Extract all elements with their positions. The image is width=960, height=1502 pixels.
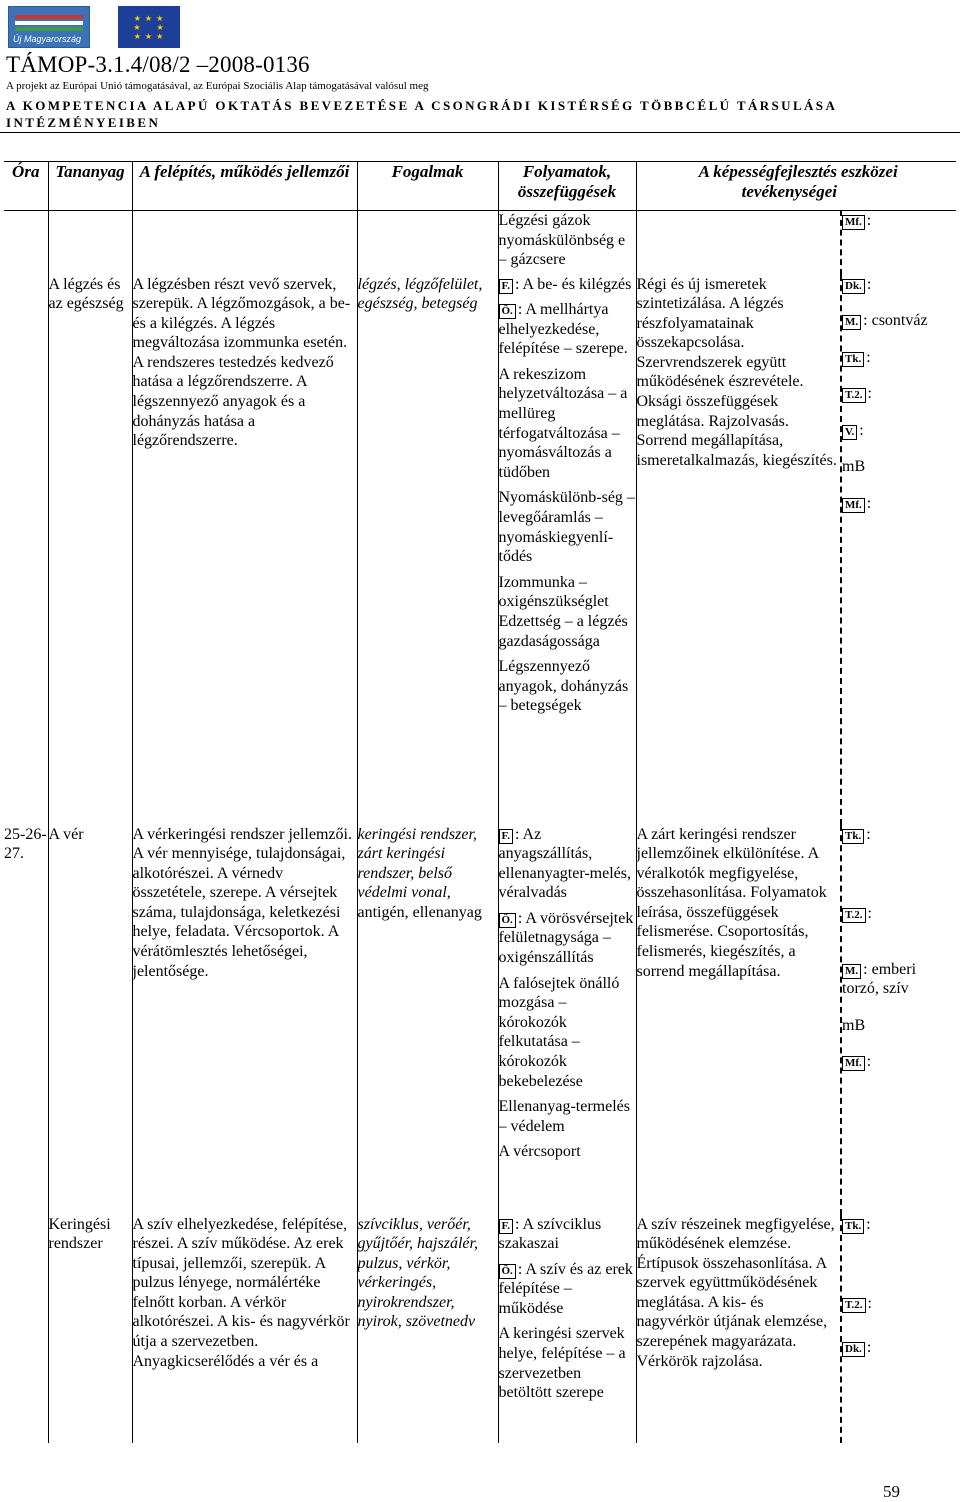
col-ora: Óra [4, 162, 48, 211]
tool-badge: V. [842, 425, 857, 440]
col-felepites: A felépítés, működés jellemzői [132, 162, 357, 211]
tool-badge: M. [842, 315, 861, 330]
topic-cell: Keringési rendszer [48, 1215, 132, 1443]
tool-badge: Mf. [842, 215, 865, 230]
structure-cell: A szív elhelyezkedése, felépítése, részei. A szív működése. Az erek típusai, jellemzői, szerepük. A pulzus lényege, normálértéke felnőtt korban. A vérkör alkotórészei. A kis- és nagyvérkör útja a szervezetben. Anyagkicserélődés a vér és a [132, 1215, 357, 1443]
structure-cell: A vérkeringési rendszer jellemzői. A vér mennyisége, tulajdonságai, alkotórészei. A vérnedv összetétele, szerepe. A vérsejtek száma, tulajdonsága, keletkezési helye, feladata. Vércsoportok. A vérátömlesztés lehetőségei, jelentősége. [132, 825, 357, 1215]
topic-cell: A légzés és az egészség [48, 275, 132, 825]
structure-cell: A légzésben részt vevő szervek, szerepük. A légzőmozgások, a be- és a kilégzés. A légzés megváltozása izommunka esetén. A rendszeres testedzés kedvező hatása a légzőrendszerre. A légszennyező anyagok és a dohányzás hatása a légzőrendszerre. [132, 275, 357, 825]
col-eszkozei: eszközei [841, 162, 956, 211]
skills-cell: Régi és új ismeretek szintetizálása. A légzés részfolyamatainak összekapcsolása. Szervrendszerek együtt működésének észrevétele. Oksági összefüggések meglátása. Rajzolvasás. Sorrend megállapítása, ismeretalkalmazás, kiegészítés. [636, 275, 841, 825]
processes-cell: Légzési gázok nyomáskülönbség e – gázcsere [498, 211, 636, 275]
concepts-cell: légzés, légzőfelület, egészség, betegség [357, 275, 498, 825]
skills-cell: A zárt keringési rendszer jellemzőinek elkülönítése. A véralkotók megfigyelése, összehasonlítása. Folyamatok leírása, összefüggések felismerése. Csoportosítás, felismerés, kiegészítés, a sorrend megállapítása. [636, 825, 841, 1215]
table-header-row [4, 162, 956, 211]
tool-badge: T.2. [842, 908, 866, 923]
tool-badge: Ö. [499, 1264, 516, 1279]
tool-badge: F. [499, 1219, 513, 1234]
eu-flag-logo: ★ ★ ★ ★ ★ ★ ★ ★ [118, 6, 180, 48]
table-row [4, 211, 956, 275]
concepts-cell: szívciklus, verőér, gyűjtőér, hajszálér, pulzus, vérkör, vérkeringés, nyirokrendszer, nyirok, szövetnedv [357, 1215, 498, 1443]
tool-badge: T.2. [842, 1298, 866, 1313]
skills-cell: A szív részeinek megfigyelése, működésének elemzése. Értípusok összehasonlítása. A szervek együttműködésének meglátása. A kis- és nagyvérkör útjának elemzése, szerepének magyarázata. Vérkörök rajzolása. [636, 1215, 841, 1443]
col-fogalmak: Fogalmak [357, 162, 498, 211]
curriculum-table [4, 161, 956, 1443]
topic-cell: A vér [48, 825, 132, 1215]
col-tananyag: Tananyag [48, 162, 132, 211]
tools-cell: Mf. : [841, 211, 956, 275]
tool-badge: Tk. [842, 352, 864, 367]
tool-badge: M. [842, 964, 861, 979]
processes-cell: F. : A be- és kilégzés Ö. : A mellhártya elhelyezkedése, felépítése – szerepe. A rekeszizom helyzetváltozása – a mellüreg térfogatváltozása – nyomásváltozás a tüdőben Nyomáskülönb-ség – levegőáramlás – nyomáskiegyenlí-tődés Izommunka – oxigénszükséglet Edzettség – a légzés gazdaságossága Légszennyező anyagok, dohányzás – betegségek [498, 275, 636, 825]
tools-cell: Dk. : M. : csontváz Tk. : T.2. : V. : mB Mf. : [842, 275, 928, 513]
lesson-hours: 25-26-27. [4, 825, 48, 1215]
tools-cell: Tk. : T.2. : Dk. : [841, 1215, 956, 1443]
table-row [4, 275, 956, 825]
processes-cell: F. : Az anyagszállítás, ellenanyagter-melés, véralvadás Ö. : A vörösvérsejtek felületnagysága – oxigénszállítás A falósejtek önálló mozgása – kórokozók felkutatása – kórokozók bekebelezése Ellenanyag-termelés – védelem A vércsoport [498, 825, 636, 1215]
tool-badge: Dk. [842, 279, 865, 294]
processes-cell: F. : A szívciklus szakaszai Ö. : A szív és az erek felépítése – működése A keringési szervek helye, felépítése – a szervezetben betöltött szerepe [498, 1215, 636, 1443]
tool-badge: Mf. [842, 498, 865, 513]
tool-badge: F. [499, 829, 513, 844]
tool-badge: Ö. [499, 913, 516, 928]
logo-text: Új Magyarország [13, 34, 82, 44]
tool-badge: Ö. [499, 304, 516, 319]
tools-cell: Tk. : T.2. : M. : emberi torzó, szív mB Mf. : [842, 825, 917, 1071]
tool-badge: Dk. [842, 1342, 865, 1357]
tool-badge: Mf. [842, 1056, 865, 1071]
tool-badge: F. [499, 279, 513, 294]
program-code: TÁMOP-3.1.4/08/2 –2008-0136 [6, 52, 310, 77]
tool-badge: Tk. [842, 829, 864, 844]
table-row [4, 1215, 956, 1443]
header-rule [0, 132, 960, 133]
funding-note: A projekt az Európai Unió támogatásával, az Európai Szociális Alap támogatásával valósul meg [6, 80, 429, 92]
project-title: A KOMPETENCIA ALAPÚ OKTATÁS BEVEZETÉSE A CSONGRÁDI KISTÉRSÉG TÖBBCÉLÚ TÁRSULÁSA INTÉZMÉNYEIBEN [6, 98, 837, 130]
concepts-cell: keringési rendszer, zárt keringési rendszer, belső védelmi vonal, antigén, ellenanyag [357, 825, 498, 1215]
uj-magyarorszag-logo [8, 6, 90, 48]
col-kepesseg: A képességfejlesztés tevékenységei [636, 162, 841, 211]
col-folyamatok: Folyamatok, összefüggések [498, 162, 636, 211]
table-row [4, 825, 956, 1215]
page-number: 59 [883, 1482, 900, 1501]
tool-badge: Tk. [842, 1219, 864, 1234]
tool-badge: T.2. [842, 388, 866, 403]
